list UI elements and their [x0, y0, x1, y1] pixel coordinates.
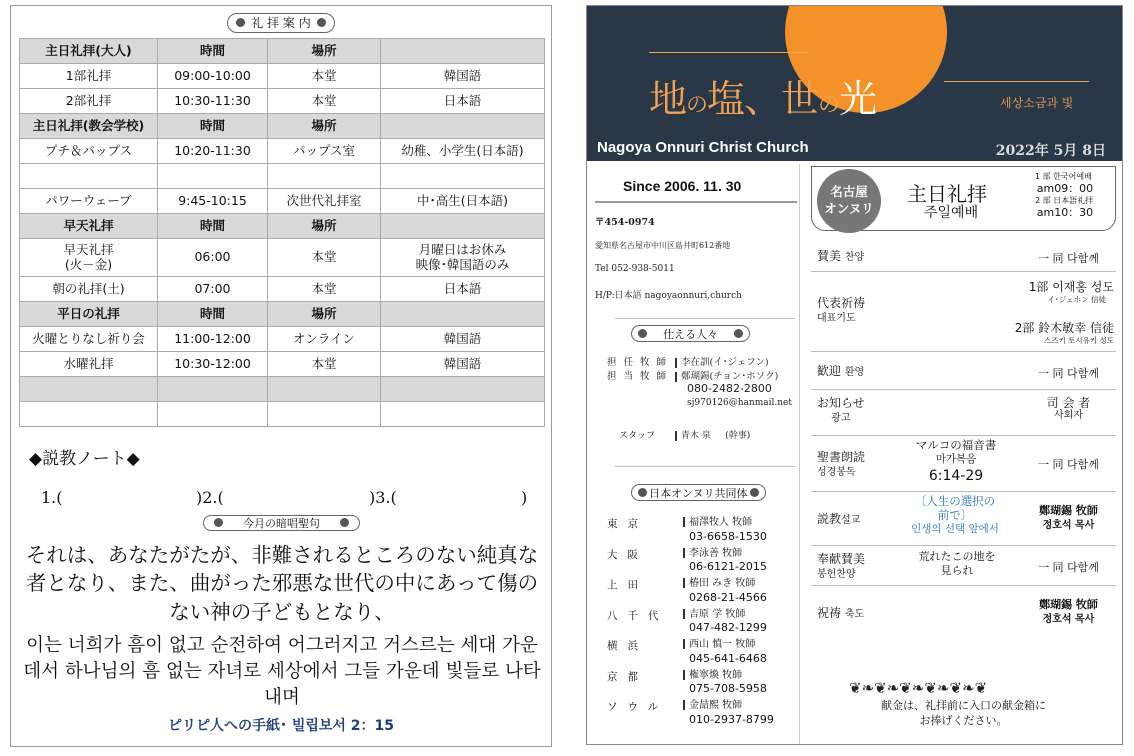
table-cell: 韓国語: [381, 327, 545, 352]
divider: [595, 201, 797, 203]
memory-verse-pill: [203, 515, 360, 531]
service-times: 1 部 한국어예배 am09：00 2 部 日本語礼拝 am10：30: [1035, 172, 1094, 219]
bar-icon: [683, 639, 685, 649]
table-cell: 場所: [268, 39, 381, 64]
program-row-praise: 賛美 찬양 一 同 다함께: [811, 236, 1116, 272]
network-pastor: 福澤牧人 牧師: [689, 517, 753, 528]
homepage: H/P:日本語 nagoyaonnuri,church: [595, 291, 742, 301]
dot-icon: [638, 488, 647, 497]
blank-2: )2.(: [196, 488, 224, 507]
table-cell: 11:00-12:00: [158, 327, 268, 352]
table-header-row: [20, 302, 545, 327]
table-cell: [381, 214, 545, 239]
table-cell: 水曜礼拝: [20, 352, 158, 377]
schedule-header-label: 礼 拝 案 内: [251, 16, 311, 30]
program-row-benediction: 祝祷 축도 鄭瑚錫 牧師 정호석 목사: [817, 598, 1098, 625]
table-cell: 本堂: [268, 64, 381, 89]
table-cell: 主日礼拝(教会学校): [20, 114, 158, 139]
table-row: [20, 277, 545, 302]
network-pastor: 吉原 学 牧師: [689, 608, 746, 620]
table-cell: [381, 39, 545, 64]
bulletin-date: 2022年 5月 8日: [995, 143, 1106, 159]
table-cell: 10:30-12:00: [158, 352, 268, 377]
network-pastor: 李泳善 牧師: [689, 547, 743, 559]
staff-name: 鄭瑚錫(チョン･ホソク): [681, 371, 779, 382]
left-page: [10, 5, 552, 747]
table-cell: 日本語: [381, 89, 545, 114]
banner-subtitle: 세상소금과 빛: [1000, 96, 1074, 110]
table-cell: 本堂: [268, 239, 381, 277]
service-title: 主日礼拝: [907, 182, 987, 206]
bar-icon: [683, 578, 685, 588]
table-cell: 韓国語: [381, 352, 545, 377]
since-date: Since 2006. 11. 30: [623, 178, 742, 194]
table-header-row: [20, 114, 545, 139]
table-row: [20, 352, 545, 377]
table-cell: パップス室: [268, 139, 381, 164]
table-header-row: [20, 39, 545, 64]
memory-verse-label: 今月の暗唱聖句: [243, 516, 320, 530]
network-phone: 075-708-5958: [689, 682, 767, 696]
schedule-table: [19, 38, 545, 427]
table-cell: 早天礼拝 (火－金): [20, 239, 158, 277]
table-cell: 07:00: [158, 277, 268, 302]
table-cell: 朝の礼拝(土): [20, 277, 158, 302]
network-label: 日本オンヌリ共同体: [649, 486, 748, 500]
bar-icon: [675, 431, 677, 441]
table-cell: 日本語: [381, 277, 545, 302]
network-pastor: 権寧煥 牧師: [689, 669, 743, 681]
table-row: [20, 402, 545, 427]
bar-icon: [675, 372, 677, 382]
bar-icon: [683, 700, 685, 710]
table-cell: 1部礼拝: [20, 64, 158, 89]
table-cell: [158, 402, 268, 427]
table-cell: [20, 377, 158, 402]
staff-role: スタッフ: [619, 431, 656, 441]
staff-name: 青木 泉: [681, 431, 711, 441]
divider: [615, 318, 795, 319]
dot-icon: [236, 18, 245, 27]
table-cell: [158, 377, 268, 402]
table-cell: [268, 377, 381, 402]
table-cell: [20, 164, 158, 189]
staff-email: sj970126@hanmail.net: [687, 398, 792, 408]
table-cell: 場所: [268, 214, 381, 239]
network-phone: 06-6121-2015: [689, 560, 767, 574]
network-city: ソウル: [607, 701, 669, 713]
dot-icon: [638, 329, 647, 338]
right-page: [586, 5, 1123, 745]
program-row-announcements: お知らせ 광고 司 会 者 사회자: [811, 390, 1116, 436]
table-cell: 早天礼拝: [20, 214, 158, 239]
network-city: 京都: [607, 670, 648, 683]
staff-role: 担 任 牧 師: [607, 357, 669, 368]
column-divider: [799, 164, 800, 744]
table-cell: 09:00-10:00: [158, 64, 268, 89]
table-cell: [381, 114, 545, 139]
table-cell: 幼稚、小学生(日本語): [381, 139, 545, 164]
network-phone: 0268-21-4566: [689, 590, 767, 604]
table-cell: 10:20-11:30: [158, 139, 268, 164]
staff-phone: 080-2482-2800: [687, 382, 772, 395]
table-cell: 時間: [158, 114, 268, 139]
church-name: Nagoya Onnuri Christ Church: [597, 139, 809, 156]
dot-icon: [750, 488, 759, 497]
table-cell: [381, 302, 545, 327]
blank-3: )3.(: [369, 488, 397, 507]
table-cell: 本堂: [268, 89, 381, 114]
service-title-kr: 주일예배: [924, 205, 979, 221]
table-cell: [20, 402, 158, 427]
network-phone: 03-6658-1530: [689, 529, 767, 543]
bar-icon: [683, 517, 685, 527]
bar-icon: [683, 670, 685, 680]
network-city: 横浜: [607, 640, 648, 652]
table-row: [20, 377, 545, 402]
sermon-notes-title: ◆説教ノート◆: [29, 449, 140, 469]
table-cell: 中･高生(日本語): [381, 189, 545, 214]
phone: Tel 052-938-5011: [595, 264, 675, 274]
network-pastor: 西山 慎一 牧師: [689, 639, 756, 650]
table-row: [20, 327, 545, 352]
table-cell: 9:45-10:15: [158, 189, 268, 214]
verse-reference: ピリピ人への手紙･ 빌립보서 2：15: [167, 718, 395, 734]
table-cell: [381, 377, 545, 402]
staff-role: 担 当 牧 師: [607, 371, 669, 382]
banner-line: [649, 52, 809, 53]
program-row-welcome: 歓迎 환영 一 同 다함께: [811, 352, 1116, 390]
church-logo-circle: 名古屋 オンヌリ: [817, 169, 881, 233]
table-cell: 月曜日はお休み 映像･韓国語のみ: [381, 239, 545, 277]
bar-icon: [683, 548, 685, 558]
table-cell: 場所: [268, 114, 381, 139]
bar-icon: [683, 609, 685, 619]
staff-pill: [631, 325, 750, 342]
address: 愛知県名古屋市中川区島井町612番地: [595, 241, 731, 250]
network-pill: [631, 484, 766, 501]
table-cell: 韓国語: [381, 64, 545, 89]
dot-icon: [340, 518, 349, 527]
staff-name: 李在訓(イ･ジェフン): [681, 357, 769, 368]
table-cell: 火曜とりなし祈り会: [20, 327, 158, 352]
table-cell: 2部礼拝: [20, 89, 158, 114]
schedule-header-pill: [227, 13, 334, 33]
table-cell: [268, 402, 381, 427]
program-row-offering: 奉献賛美 봉헌찬양 荒れたこの地を 見られ 一 同 다함께: [811, 546, 1116, 586]
network-city: 上田: [607, 579, 648, 591]
blank-4: ): [521, 488, 528, 507]
program-row-sermon: 説教설교 〔人生の選択の 前で〕 인생의 선택 앞에서 鄭瑚錫 牧師 정호석 목사: [811, 492, 1116, 546]
table-cell: [381, 402, 545, 427]
table-row: [20, 164, 545, 189]
table-cell: 本堂: [268, 277, 381, 302]
network-phone: 010-2937-8799: [689, 712, 774, 726]
table-cell: 時間: [158, 214, 268, 239]
table-cell: 主日礼拝(大人): [20, 39, 158, 64]
staff-note: (幹事): [725, 431, 751, 441]
table-cell: 次世代礼拝室: [268, 189, 381, 214]
network-pastor: 金喆熙 牧師: [689, 700, 743, 711]
postal-code: 〒454-0974: [595, 217, 655, 228]
table-cell: [381, 164, 545, 189]
table-header-row: [20, 214, 545, 239]
dot-icon: [317, 18, 326, 27]
staff-label: 仕える人々: [663, 327, 718, 341]
table-cell: 時間: [158, 39, 268, 64]
network-city: 大阪: [607, 548, 648, 561]
ornament-divider: ❦❧❦❧❦❧❦❧❦❧❦: [849, 679, 988, 697]
table-cell: 平日の礼拝: [20, 302, 158, 327]
network-pastor: 椿田 みき 牧師: [689, 578, 756, 589]
table-cell: パワーウェーブ: [20, 189, 158, 214]
table-cell: [158, 164, 268, 189]
table-cell: 場所: [268, 302, 381, 327]
table-cell: 時間: [158, 302, 268, 327]
network-city: 東京: [607, 518, 648, 530]
table-cell: 06:00: [158, 239, 268, 277]
banner-line: [944, 81, 1089, 82]
table-cell: 本堂: [268, 352, 381, 377]
table-row: [20, 239, 545, 277]
table-cell: オンライン: [268, 327, 381, 352]
network-phone: 045-641-6468: [689, 651, 767, 665]
table-cell: プチ＆パップス: [20, 139, 158, 164]
table-cell: 10:30-11:30: [158, 89, 268, 114]
network-phone: 047-482-1299: [689, 621, 767, 635]
verse-japanese: それは、あなたがたが、非難されるところのない純真な者となり、また、曲がった邪悪な世代の中にあって傷のない神の子どもとなり、: [25, 543, 539, 624]
offering-note: 献金は、礼拝前に入口の献金箱に お捧げください。: [881, 699, 1046, 728]
bar-icon: [675, 358, 677, 368]
table-row: [20, 89, 545, 114]
table-row: [20, 64, 545, 89]
dot-icon: [214, 518, 223, 527]
banner: [587, 6, 1123, 161]
program-row-scripture: 聖書朗読 성경봉독 マルコの福音書 마가복음 6:14-29 一 同 다함께: [811, 436, 1116, 492]
divider: [615, 466, 795, 467]
dot-icon: [734, 329, 743, 338]
table-row: [20, 139, 545, 164]
verse-korean: 이는 너희가 흠이 없고 순전하여 어그러지고 거스르는 세대 가운데서 하나님의 흠 없는 자녀로 세상에서 그들 가운데 빛들로 나타내며: [23, 635, 541, 708]
blank-1: 1.(: [41, 488, 63, 507]
table-row: [20, 189, 545, 214]
table-cell: [268, 164, 381, 189]
program-row-prayer: 代表祈祷 대표기도 1部 이재홍 성도 イ･ジェホン 信徒 2部 鈴木敏幸 信徒 스즈키 토시유키 성도: [811, 272, 1116, 352]
network-city: 八千代: [607, 609, 669, 622]
banner-title: 地の塩、世の光: [649, 77, 877, 121]
